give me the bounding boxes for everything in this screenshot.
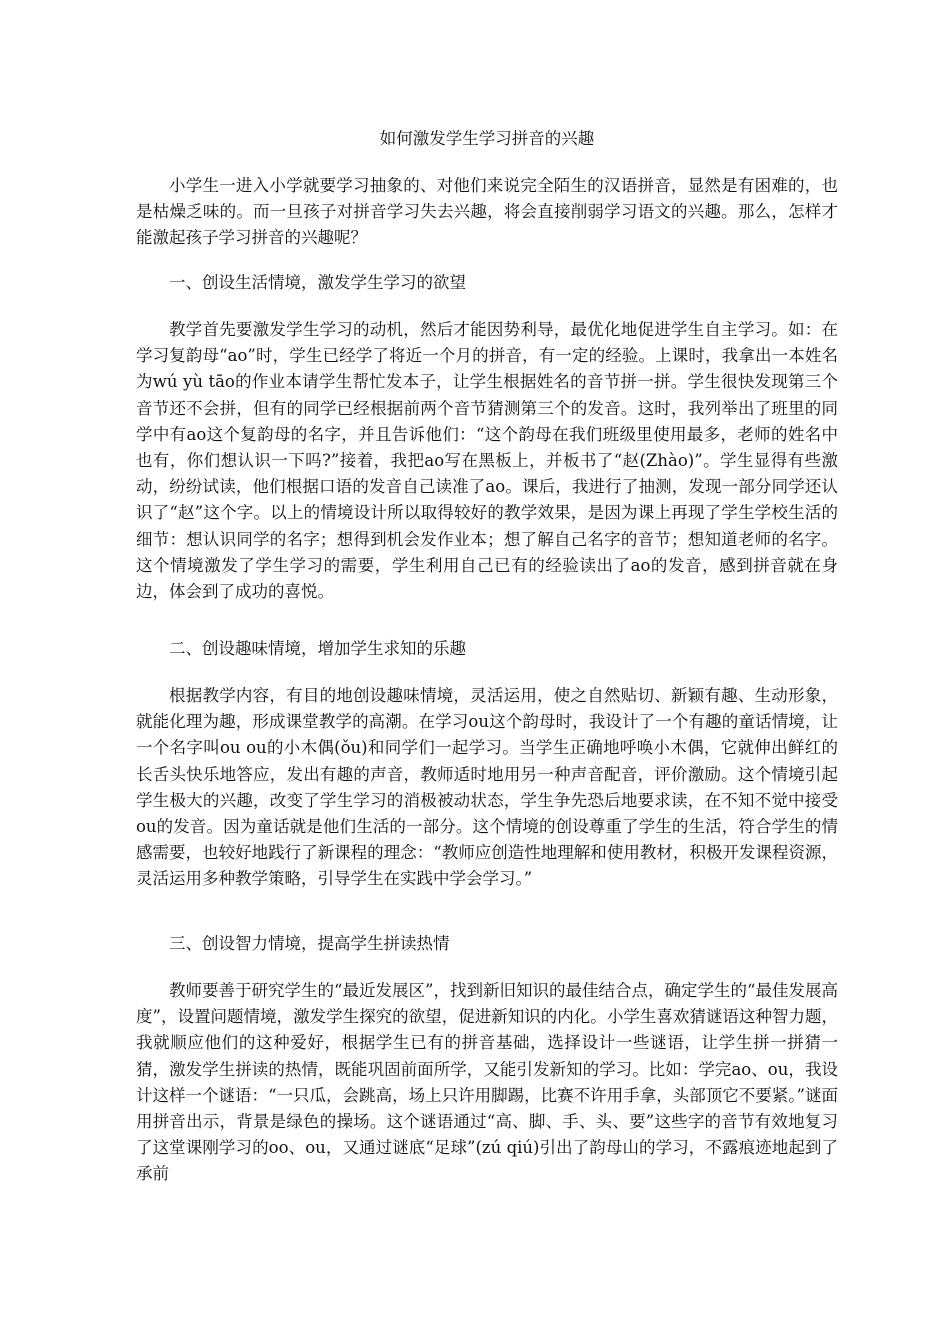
section-2-heading: 二、创设趣味情境，增加学生求知的乐趣 [169,639,466,658]
intro-paragraph: 小学生一进入小学就要学习抽象的、对他们来说完全陌生的汉语拼音，显然是有困难的，也是枯燥乏味的。而一旦孩子对拼音学习失去兴趣，将会直接削弱学习语文的兴趣。那么，怎样才能激起孩子学习拼音的兴趣呢？ [136,176,838,248]
section-1-heading: 一、创设生活情境，激发学生学习的欲望 [169,273,466,292]
section-3-heading: 三、创设智力情境，提高学生拼读热情 [169,934,450,953]
section-2-body: 根据教学内容，有目的地创设趣味情境，灵活运用，使之自然贴切、新颖有趣、生动形象，就能化理为趣，形成课堂教学的高潮。在学习ou这个韵母时，我设计了一个有趣的童话情境，让一个名字叫ou ou的小木偶(ǒu)和同学们一起学习。当学生正确地呼唤小木偶，它就伸出鲜红的长舌头快乐地答应，发出有趣的声音，教师适时地用另一种声音配音，评价激励。这个情境引起学生极大的兴趣，改变了学生学习的消极被动状态，学生争先恐后地要求读，在不知不觉中接受ou的发音。因为童话就是他们生活的一部分。这个情境的创设尊重了学生的生活，符合学生的情感需要，也较好地践行了新课程的理念：“教师应创造性地理解和使用教材，积极开发课程资源，灵活运用多种教学策略，引导学生在实践中学会学习。” [136,686,838,889]
section-3-body: 教师要善于研究学生的“最近发展区”，找到新旧知识的最佳结合点，确定学生的“最佳发展高度”，设置问题情境，激发学生探究的欲望，促进新知识的内化。小学生喜欢猜谜语这种智力题，我就顺应他们的这种爱好，根据学生已有的拼音基础，选择设计一些谜语，让学生拼一拼猜一猜，激发学生拼读的热情，既能巩固前面所学，又能引发新知的学习。比如：学完ao、ou，我设计这样一个谜语：“一只瓜，会跳高，场上只许用脚踢，比赛不许用手拿，头部顶它不要紧。”谜面用拼音出示，背景是绿色的操场。这个谜语通过“高、脚、手、头、要”这些字的音节有效地复习了这堂课刚学习的oo、ou，又通过谜底“足球”(zú qiú)引出了韵母山的学习，不露痕迹地起到了承前 [136,981,838,1184]
document-title: 如何激发学生学习拼音的兴趣 [379,129,595,148]
section-1-body: 教学首先要激发学生学习的动机，然后才能因势利导，最优化地促进学生自主学习。如：在学习复韵母“ao”时，学生已经学了将近一个月的拼音，有一定的经验。上课时，我拿出一本姓名为wú yù tāo的作业本请学生帮忙发本子，让学生根据姓名的音节拼一拼。学生很快发现第三个音节还不会拼，但有的同学已经根据前两个音节猜测第三个的发音。这时，我列举出了班里的同学中有ao这个复韵母的名字，并且告诉他们：“这个韵母在我们班级里使用最多，老师的姓名中也有，你们想认识一下吗?”接着，我把ao写在黑板上，并板书了“赵(Zhào)”。学生显得有些激动，纷纷试读，他们根据口语的发音自己读准了ao。课后，我进行了抽测，发现一部分同学还认识了“赵”这个字。以上的情境设计所以取得较好的教学效果，是因为课上再现了学生学校生活的细节：想认识同学的名字；想得到机会发作业本；想了解自己名字的音节；想知道老师的名字。这个情境激发了学生学习的需要，学生利用自己已有的经验读出了ao的发音，感到拼音就在身边，体会到了成功的喜悦。 [136,320,838,602]
